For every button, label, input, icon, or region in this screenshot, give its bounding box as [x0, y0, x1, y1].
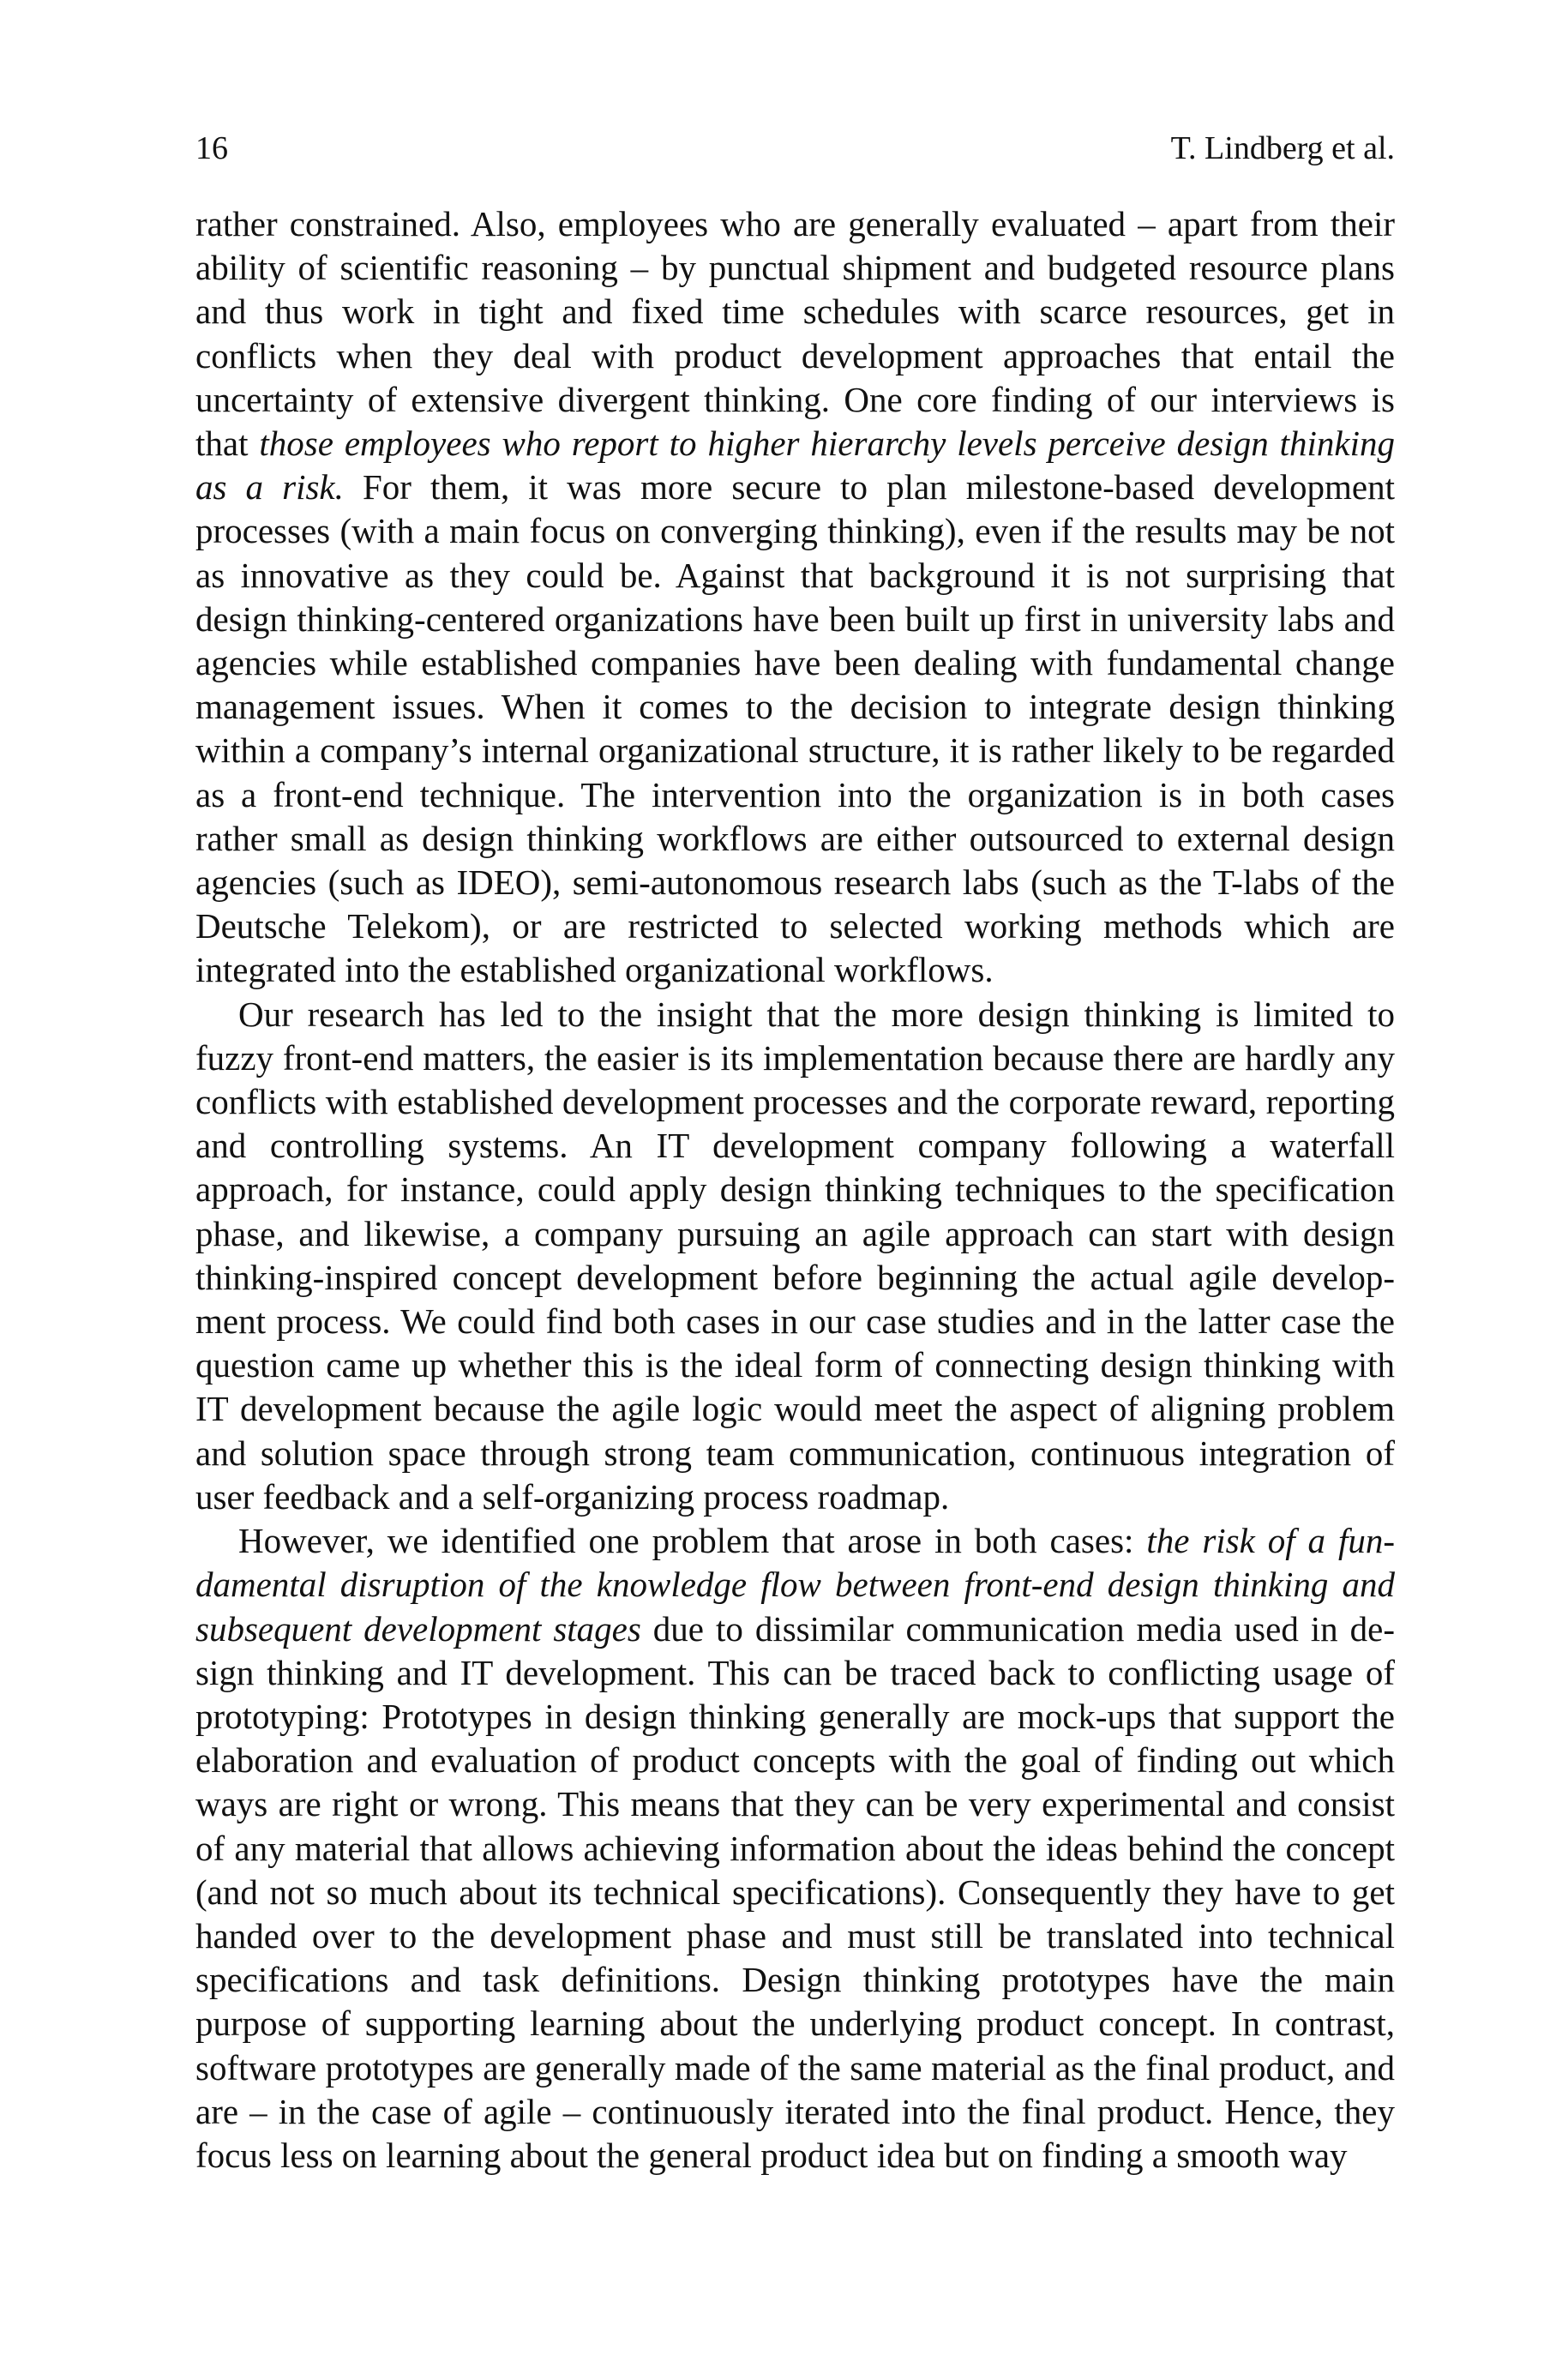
paragraph-3-text-b: due to dissimilar communication media used in design thinking and IT development. This can be traced back to conflicting usage of prototyping: Prototypes in design thinking generally are mock-ups that support the elaboration and evaluation of product concepts with the goal of finding out which ways are right or wrong. This means that they can be very experimental and consist of any material that allows achieving information about the ideas behind the concept (and not so much about its technical specifications). Consequently they have to get handed over to the development phase and must still be translated into technical specifications and task definitions. Design thinking prototypes have the main purpose of supporting learning about the underlying product concept. In contrast, software prototypes are generally made of the same material as the final product, and are – in the case of agile – continuously iterated into the final product. Hence, they focus less on learning about the general product idea but on finding a smooth way: [195, 1608, 1395, 2175]
paragraph-1-text-b: For them, it was more secure to plan milestone-based development processes (with a main focus on converging thinking), even if the results may be not as innovative as they could be. Against that background it is not surprising that design thinking-centered organizations have been built up first in university labs and agencies while established companies have been dealing with fundamental change management issues. When it comes to the decision to integrate design thinking within a company’s internal organizational structure, it is rather likely to be regarded as a front-end technique. The intervention into the organization is in both cases rather small as design thinking workflows are either outsourced to external design agencies (such as IDEO), semi-autonomous research labs (such as the T-labs of the Deutsche Telekom), or are restricted to selected working methods which are integrated into the established organizational workflows.: [195, 467, 1395, 990]
paragraph-1-text-a: rather constrained. Also, employees who are generally evaluated – apart from their ability of scientific reasoning – by punctual shipment and budgeted resource plans and thus work in tight and fixed time schedules with scarce resources, get in conflicts when they deal with product development approaches that entail the uncertainty of extensive divergent thinking. One core finding of our interviews is that: [195, 204, 1395, 464]
paragraph-1: [195, 202, 1395, 993]
body-text: [195, 202, 1395, 2178]
page-number: 16: [195, 130, 228, 166]
page-header: [195, 127, 1395, 170]
running-head: T. Lindberg et al.: [1170, 130, 1395, 166]
paragraph-3-emphasis: the risk of a fundamental disruption of the knowledge flow between front-end design thinking and subsequent development stages: [195, 1521, 1395, 1649]
paragraph-3: [195, 1519, 1395, 2178]
paragraph-1-emphasis: those employees who report to higher hierarchy levels perceive design thinking as a risk.: [195, 424, 1395, 508]
paragraph-3-text-a: However, we identified one problem that arose in both cases:: [238, 1521, 1147, 1561]
paragraph-2: Our research has led to the insight that the more design thinking is limited to fuzzy front-end matters, the easier is its implementation because there are hardly any conflicts with established development processes and the corporate reward, reporting and controlling systems. An IT development company following a waterfall approach, for instance, could apply design thinking techniques to the specification phase, and likewise, a company pursuing an agile approach can start with design thinking-inspired concept development before beginning the actual agile development process. We could find both cases in our case studies and in the latter case the question came up whether this is the ideal form of connecting design thinking with IT development because the agile logic would meet the aspect of aligning problem and solution space through strong team communication, continuous integration of user feedback and a self-organizing process roadmap.: [195, 994, 1395, 1517]
